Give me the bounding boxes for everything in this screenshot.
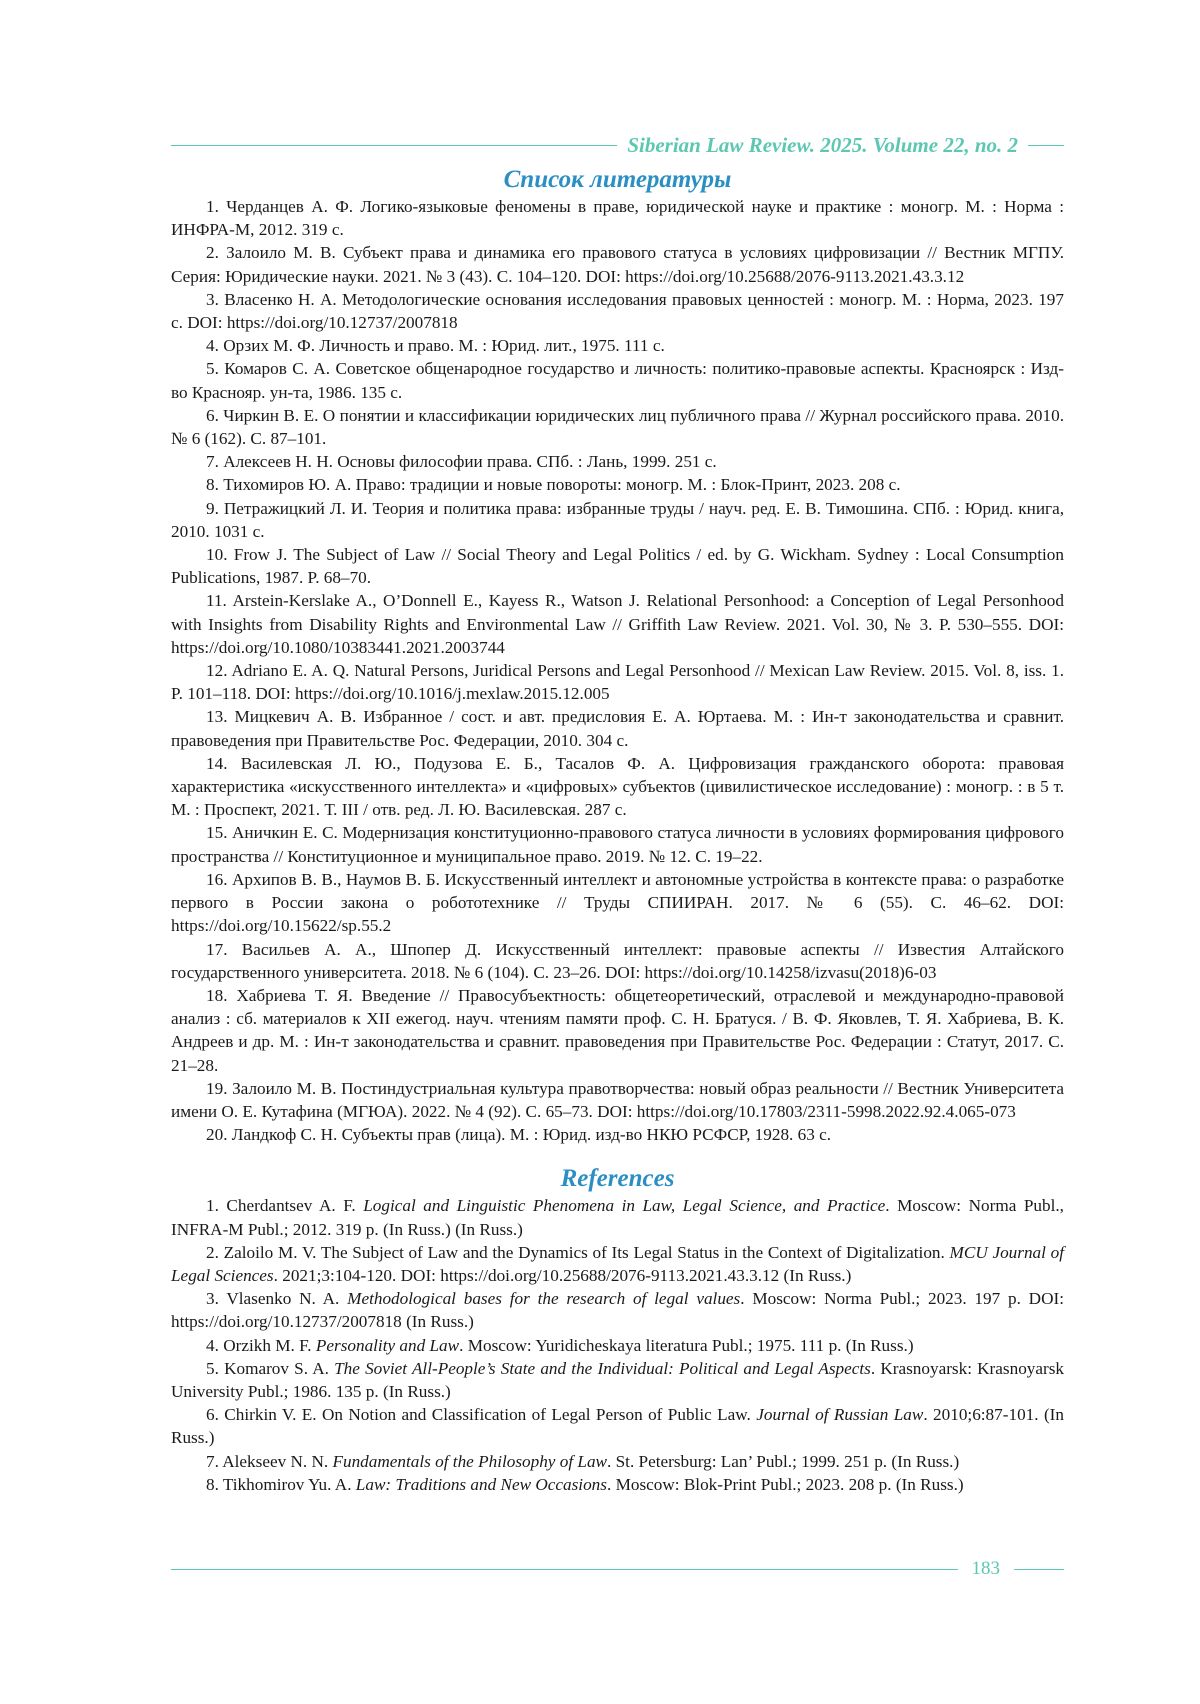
en-reference-item xyxy=(171,1473,1064,1496)
reference-text: 3. Vlasenko N. A. xyxy=(206,1289,348,1309)
reference-text: 7. Alekseev N. N. xyxy=(206,1451,333,1471)
reference-title-italic: MCU Journal of Legal Sciences xyxy=(171,1242,1064,1285)
page-number: 183 xyxy=(971,1558,1000,1579)
en-reference-item xyxy=(171,1357,1064,1403)
reference-text: . 2021;3:104-120. DOI: https://doi.org/10.25688/2076-9113.2021.43.3.12 (In Russ.) xyxy=(273,1265,852,1285)
reference-text: 8. Tikhomirov Yu. A. xyxy=(206,1474,356,1494)
reference-title-italic: Law: Traditions and New Occasions xyxy=(355,1474,607,1494)
page-content xyxy=(171,165,1064,1496)
reference-text: . Moscow: Yuridicheskaya literatura Publ.; 1975. 111 p. (In Russ.) xyxy=(459,1335,914,1355)
ru-reference-list xyxy=(171,195,1064,1146)
header-rule-right xyxy=(1028,145,1064,146)
ru-reference-item: 4. Орзих М. Ф. Личность и право. М. : Юрид. лит., 1975. 111 с. xyxy=(206,336,665,356)
reference-title-italic: Fundamentals of the Philosophy of Law xyxy=(332,1451,608,1471)
ru-reference-item: 1. Черданцев А. Ф. Логико-языковые феномены в праве, юридической науке и практике : моногр. М. : Норма : ИНФРА-М, 2012. 319 с. xyxy=(171,197,1064,240)
ru-references-heading: Список литературы xyxy=(503,166,732,193)
ru-reference-item: 15. Аничкин Е. С. Модернизация конституционно-правового статуса личности в условиях формирования цифрового пространства // Конституционное и муниципальное право. 2019. № 12. С. 19–22. xyxy=(171,823,1064,866)
ru-reference-item: 12. Adriano E. A. Q. Natural Persons, Juridical Persons and Legal Personhood // Mexican Law Review. 2015. Vol. 8, iss. 1. P. 101–118. DOI: https://doi.org/10.1016/j.mexlaw.2015.12.005 xyxy=(171,661,1064,704)
reference-text: . 2010;6:87-101. (In Russ.) xyxy=(171,1405,1064,1448)
ru-reference-item: 18. Хабриева Т. Я. Введение // Правосубъектность: общетеоретический, отраслевой и международно-правовой анализ : сб. материалов к XII ежегод. науч. чтениям памяти проф. С. Н. Братуся. / В. Ф. Яковлев, Т. Я. Хабриева, В. К. Андреев и др. М. : Ин-т законодательства и сравнит. правоведения при Правительстве Рос. Федерации : Статут, 2017. С. 21–28. xyxy=(171,985,1064,1075)
en-reference-item xyxy=(171,1194,1064,1240)
ru-reference-item: 3. Власенко Н. А. Методологические основания исследования правовых ценностей : моногр. М. : Норма, 2023. 197 с. DOI: https://doi.org/10.12737/2007818 xyxy=(171,289,1064,333)
en-reference-item xyxy=(171,1287,1064,1333)
ru-reference-item: 11. Arstein-Kerslake A., O’Donnell E., Kayess R., Watson J. Relational Personhood: a Conception of Legal Personhood with Insights from Disability Rights and Environmental Law // Griffith Law Review. 2021. Vol. 30, № 3. P. 530–555. DOI: https://doi.org/10.1080/10383441.2021.2003744 xyxy=(171,591,1064,657)
ru-reference-item: 9. Петражицкий Л. И. Теория и политика права: избранные труды / науч. ред. Е. В. Тимошина. СПб. : Юрид. книга, 2010. 1031 с. xyxy=(171,498,1064,541)
ru-reference-item: 8. Тихомиров Ю. А. Право: традиции и новые повороты: моногр. М. : Блок-Принт, 2023. 208 с. xyxy=(206,475,901,495)
ru-reference-item: 13. Мицкевич А. В. Избранное / сост. и авт. предисловия Е. А. Юртаева. М. : Ин-т законодательства и сравнит. правоведения при Правительстве Рос. Федерации, 2010. 304 с. xyxy=(171,707,1064,750)
ru-reference-item: 7. Алексеев Н. Н. Основы философии права. СПб. : Лань, 1999. 251 с. xyxy=(206,452,717,472)
en-references-heading: References xyxy=(560,1165,675,1193)
reference-text: . Moscow: Norma Publ.; 2023. 197 p. DOI: https://doi.org/10.12737/2007818 (In Russ.) xyxy=(171,1289,1065,1332)
reference-text: 2. Zaloilo M. V. The Subject of Law and the Dynamics of Its Legal Status in the Context of Digitalization. xyxy=(206,1242,950,1262)
header-rule-left xyxy=(171,145,617,146)
ru-reference-item: 6. Чиркин В. Е. О понятии и классификации юридических лиц публичного права // Журнал российского права. 2010. № 6 (162). С. 87–101. xyxy=(171,405,1064,449)
en-reference-item xyxy=(171,1450,1064,1473)
running-head xyxy=(171,131,1064,159)
ru-reference-item: 19. Залоило М. В. Постиндустриальная культура правотворчества: новый образ реальности // Вестник Университета имени О. Е. Кутафина (МГЮА). 2022. № 4 (92). С. 65–73. DOI: https://doi.org/10.17803/2311-5998.2022.92.4.065-073 xyxy=(171,1078,1064,1121)
reference-text: 1. Cherdantsev A. F. xyxy=(206,1196,364,1216)
footer-rule-right xyxy=(1014,1569,1064,1570)
reference-text: 4. Orzikh M. F. xyxy=(206,1335,316,1355)
footer-rule-left xyxy=(171,1569,958,1570)
ru-reference-item: 2. Залоило М. В. Субъект права и динамика его правового статуса в условиях цифровизации // Вестник МГПУ. Серия: Юридические науки. 2021. № 3 (43). С. 104–120. DOI: https://doi.org/10.25688/2076-9113.2021.43.3.12 xyxy=(171,243,1064,286)
ru-reference-item: 14. Василевская Л. Ю., Подузова Е. Б., Тасалов Ф. А. Цифровизация гражданского оборота: правовая характеристика «искусственного интеллекта» и «цифровых» субъектов (цивилистическое исследование) : моногр. : в 5 т. М. : Проспект, 2021. Т. III / отв. ред. Л. Ю. Василевская. 287 с. xyxy=(171,753,1064,820)
reference-text: . Moscow: Norma Publ., INFRA-M Publ.; 2012. 319 p. (In Russ.) (In Russ.) xyxy=(171,1196,1064,1239)
reference-text: . Krasnoyarsk: Krasnoyarsk University Publ.; 1986. 135 p. (In Russ.) xyxy=(171,1358,1065,1401)
page-footer xyxy=(171,1557,1064,1581)
en-reference-list xyxy=(171,1194,1064,1496)
reference-title-italic: Logical and Linguistic Phenomena in Law, Legal Science, and Practice xyxy=(363,1196,886,1216)
reference-title-italic: Methodological bases for the research of legal values xyxy=(347,1289,741,1309)
reference-title-italic: Personality and Law xyxy=(315,1335,460,1355)
en-reference-item xyxy=(171,1334,1064,1357)
ru-reference-item: 16. Архипов В. В., Наумов В. Б. Искусственный интеллект и автономные устройства в контексте права: о разработке первого в России закона о робототехнике // Труды СПИИРАН. 2017. № 6 (55). С. 46–62. DOI: https://doi.org/10.15622/sp.55.2 xyxy=(171,869,1064,936)
ru-reference-item: 10. Frow J. The Subject of Law // Social Theory and Legal Politics / ed. by G. Wickham. Sydney : Local Consumption Publications, 1987. P. 68–70. xyxy=(171,545,1064,588)
ru-reference-item: 17. Васильев А. А., Шпопер Д. Искусственный интеллект: правовые аспекты // Известия Алтайского государственного университета. 2018. № 6 (104). С. 23–26. DOI: https://doi.org/10.14258/izvasu(2018)6-03 xyxy=(171,939,1064,982)
reference-text: 6. Chirkin V. E. On Notion and Classification of Legal Person of Public Law. xyxy=(206,1405,757,1425)
reference-title-italic: The Soviet All-People’s State and the Individual: Political and Legal Aspects xyxy=(334,1358,871,1378)
reference-text: 5. Komarov S. A. xyxy=(206,1358,335,1378)
en-reference-item xyxy=(171,1241,1064,1287)
reference-title-italic: Journal of Russian Law xyxy=(756,1405,924,1425)
en-reference-item xyxy=(171,1403,1064,1449)
reference-text: . Moscow: Blok-Print Publ.; 2023. 208 p. (In Russ.) xyxy=(606,1474,964,1494)
ru-reference-item: 20. Ландкоф С. Н. Субъекты прав (лица). М. : Юрид. изд-во НКЮ РСФСР, 1928. 63 с. xyxy=(206,1125,832,1145)
reference-text: . St. Petersburg: Lan’ Publ.; 1999. 251 p. (In Russ.) xyxy=(607,1451,960,1471)
journal-title: Siberian Law Review. 2025. Volume 22, no. 2 xyxy=(627,132,1018,157)
ru-reference-item: 5. Комаров С. А. Советское общенародное государство и личность: политико-правовые аспекты. Красноярск : Изд-во Краснояр. ун-та, 1986. 135 с. xyxy=(171,359,1064,402)
